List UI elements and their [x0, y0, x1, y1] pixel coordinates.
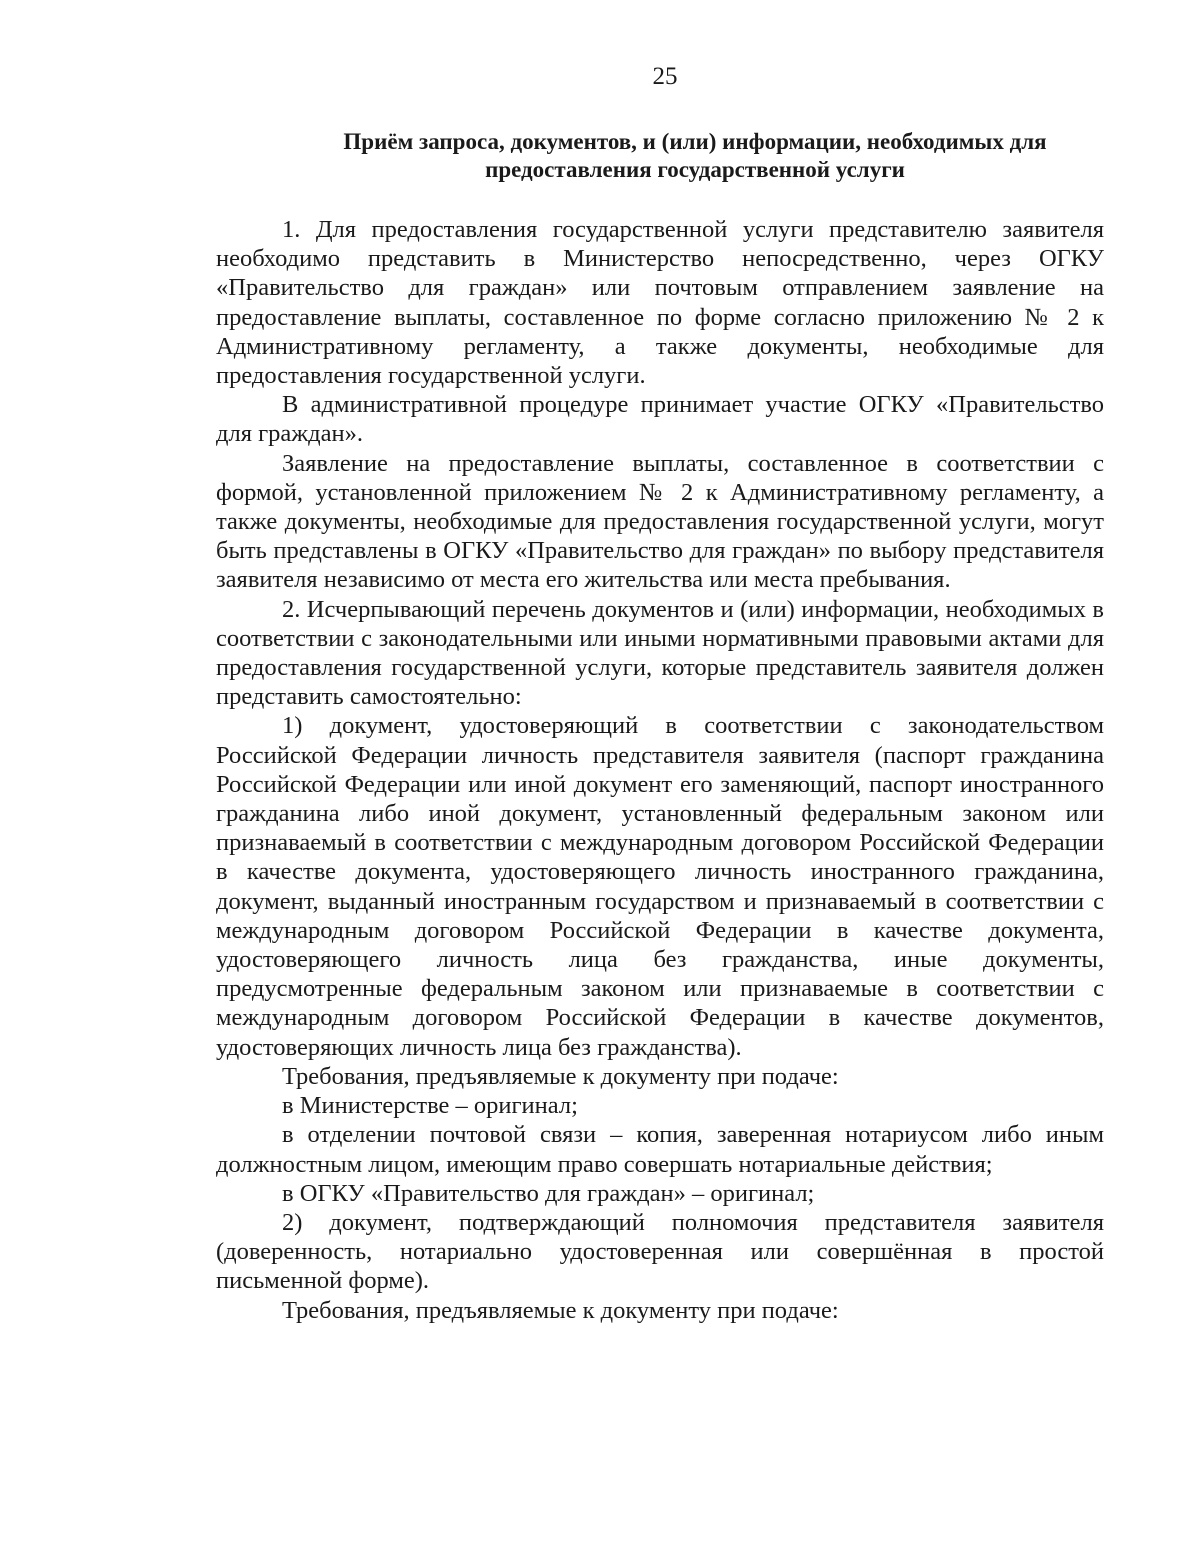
- paragraph: в отделении почтовой связи – копия, заверенная нотариусом либо иным должностным лицом, имеющим право совершать нотариальные действия;: [216, 1121, 1104, 1178]
- section-heading: Приём запроса, документов, и (или) информации, необходимых для предоставления государственной услуги: [343, 129, 1047, 182]
- paragraph: в Министерстве – оригинал;: [282, 1092, 578, 1120]
- paragraph: 1. Для предоставления государственной услуги представителю заявителя необходимо представить в Министерство непосредственно, через ОГКУ «Правительство для граждан» или почтовым отправлением заявление на предоставление выплаты, составленное по форме согласно приложению № 2 к Административному регламенту, а также документы, необходимые для предоставления государственной услуги.: [216, 216, 1104, 390]
- paragraph: Требования, предъявляемые к документу при подаче:: [282, 1296, 839, 1324]
- paragraph: 2) документ, подтверждающий полномочия представителя заявителя (доверенность, нотариально удостоверенная или совершённая в простой письменной форме).: [216, 1208, 1104, 1295]
- paragraph: В административной процедуре принимает участие ОГКУ «Правительство для граждан».: [216, 391, 1104, 448]
- document-body: [216, 215, 1104, 1325]
- paragraph: в ОГКУ «Правительство для граждан» – оригинал;: [282, 1179, 815, 1207]
- paragraph: 1) документ, удостоверяющий в соответствии с законодательством Российской Федерации личность представителя заявителя (паспорт гражданина Российской Федерации или иной документ его заменяющий, паспорт иностранного гражданина либо иной документ, установленный федеральным законом или признаваемый в соответствии с международным договором Российской Федерации в качестве документа, удостоверяющего личность иностранного гражданина, документ, выданный иностранным государством и признаваемый в соответствии с международным договором Российской Федерации в качестве документа, удостоверяющего личность лица без гражданства, иные документы, предусмотренные федеральным законом или признаваемые в соответствии с международным договором Российской Федерации в качестве документов, удостоверяющих личность лица без гражданства).: [216, 712, 1104, 1061]
- paragraph: Заявление на предоставление выплаты, составленное в соответствии с формой, установленной приложением № 2 к Административному регламенту, а также документы, необходимые для предоставления государственной услуги, могут быть представлены в ОГКУ «Правительство для граждан» по выбору представителя заявителя независимо от места его жительства или места пребывания.: [216, 449, 1104, 594]
- page-number: 25: [652, 63, 678, 90]
- paragraph: 2. Исчерпывающий перечень документов и (или) информации, необходимых в соответствии с законодательными или иными нормативными правовыми актами для предоставления государственной услуги, которые представитель заявителя должен представить самостоятельно:: [216, 595, 1104, 711]
- paragraph: Требования, предъявляемые к документу при подаче:: [282, 1062, 839, 1090]
